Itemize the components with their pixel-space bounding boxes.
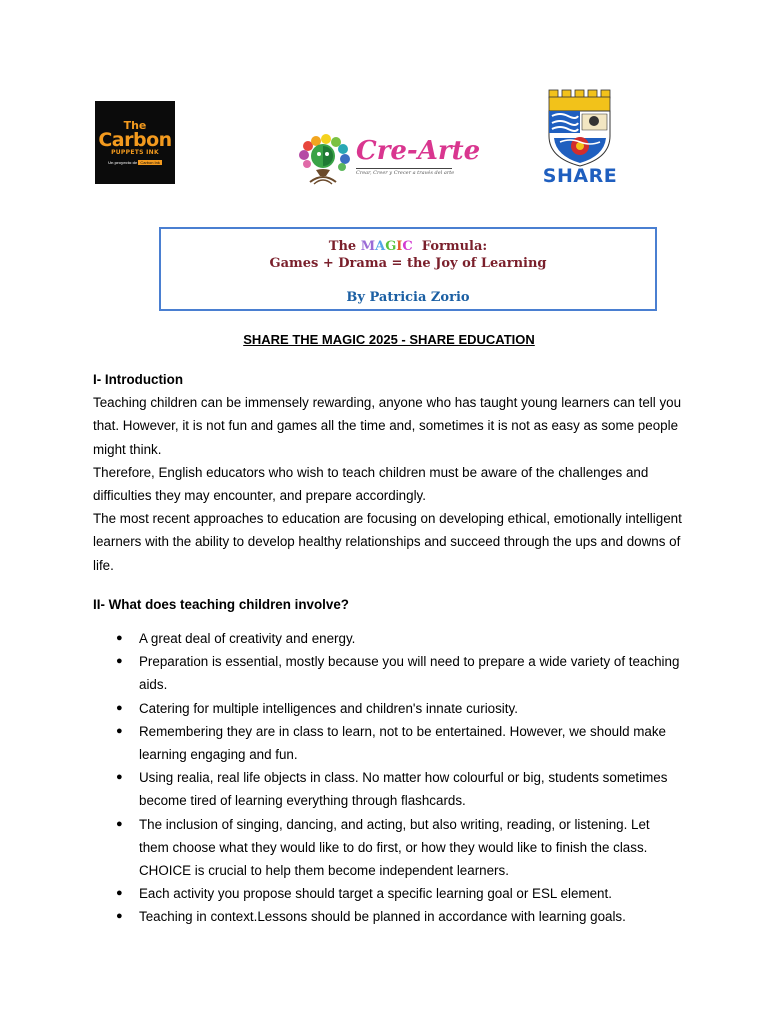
- bullet-icon: ●: [116, 887, 123, 900]
- bullet-icon: ●: [116, 771, 123, 784]
- list-item: ● A great deal of creativity and energy.: [93, 627, 683, 650]
- list-item: ● Each activity you propose should target a specific learning goal or ESL element.: [93, 882, 683, 905]
- document-body: [93, 368, 683, 929]
- bullet-icon: ●: [116, 910, 123, 923]
- teaching-bullet-list: [93, 627, 683, 929]
- carbon-logo-tagline: Un proyecto de Carbon Ink: [108, 159, 160, 165]
- share-logo-text: SHARE: [542, 165, 618, 187]
- cre-arte-logo: [296, 134, 481, 186]
- carbon-logo-line2: Carbon: [98, 128, 172, 151]
- tree-icon: [296, 134, 352, 186]
- bullet-icon: ●: [116, 817, 123, 830]
- share-logo: [540, 88, 620, 186]
- title-box: [159, 227, 657, 311]
- carbon-logo-line1: The: [123, 118, 147, 132]
- list-item: ● Preparation is essential, mostly because you will need to prepare a wide variety of teaching aids.: [93, 650, 683, 696]
- list-item: ● The inclusion of singing, dancing, and acting, but also writing, reading, or listening. Let them choose what they would like to do first, or how they would like to finish the class. CHOICE is crucial to help them become independent learners.: [93, 813, 683, 883]
- bullet-icon: ●: [116, 655, 123, 668]
- list-item: ● Remembering they are in class to learn, not to be entertained. However, we should make learning engaging and fun.: [93, 720, 683, 766]
- bullet-icon: ●: [116, 632, 123, 645]
- carbon-logo-line3: PUPPETS INK: [111, 148, 159, 156]
- intro-paragraph: Therefore, English educators who wish to teach children must be aware of the challenges and difficulties they may encounter, and prepare accordingly.: [93, 464, 649, 504]
- intro-paragraph: Teaching children can be immensely rewarding, anyone who has taught young learners can tell you that. However, it is not fun and games all the time and, sometimes it is not as easy as some people might think.: [93, 395, 682, 457]
- formula-title: The MAGIC Formula:: [328, 239, 488, 254]
- list-item: ● Teaching in context.Lessons should be planned in accordance with learning goals.: [93, 905, 683, 928]
- bullet-icon: ●: [116, 701, 123, 714]
- cre-arte-name: Cre-Arte: [356, 136, 481, 166]
- document-heading: SHARE THE MAGIC 2025 - SHARE EDUCATION: [243, 332, 535, 347]
- bullet-icon: ●: [116, 724, 123, 737]
- formula-subtitle: Games + Drama = the Joy of Learning: [269, 256, 547, 271]
- section-introduction-title: I- Introduction: [93, 372, 183, 387]
- list-item: ● Using realia, real life objects in class. No matter how colourful or big, students sometimes become tired of learning everything through flashcards.: [93, 766, 683, 812]
- author-line: By Patricia Zorio: [346, 290, 470, 305]
- cre-arte-subtitle: Crear, Creer y Crecer a través del arte: [356, 170, 455, 176]
- shield-crest-icon: [540, 88, 620, 168]
- carbon-puppets-logo: [95, 101, 175, 184]
- section-teaching-title: II- What does teaching children involve?: [93, 596, 349, 612]
- list-item: ● Catering for multiple intelligences and children's innate curiosity.: [93, 697, 683, 720]
- intro-paragraph: The most recent approaches to education are focusing on developing ethical, emotionally intelligent learners with the ability to develop healthy relationships and succeed through the ups and downs of life.: [93, 511, 682, 573]
